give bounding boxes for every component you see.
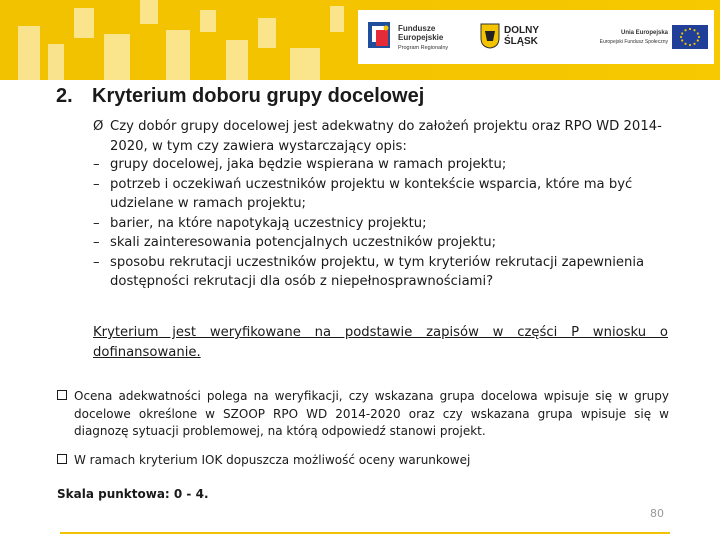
dash-list-item <box>93 233 673 253</box>
square-bullet-item <box>57 452 669 470</box>
eu-flag-icon <box>672 25 708 49</box>
dash-icon: – <box>93 235 100 250</box>
page-number: 80 <box>650 507 664 520</box>
decorative-block <box>258 18 276 48</box>
checkbox-square-icon <box>57 390 67 400</box>
dash-item-text: sposobu rekrutacji uczestników projektu, w tym kryteriów rekrutacji zapewnienia dostępności rekrutacji dla osób z niepełnosprawnościami? <box>110 254 645 289</box>
title-text: Kryterium doboru grupy docelowej <box>92 85 425 107</box>
ue-line-1: Unia Europejska <box>620 30 668 36</box>
decorative-block <box>200 10 216 32</box>
square-bullet-text: W ramach kryterium IOK dopuszcza możliwość oceny warunkowej <box>74 453 471 467</box>
dash-list-item <box>93 155 673 175</box>
square-bullet-item <box>57 388 669 441</box>
decorative-block <box>140 0 158 24</box>
fundusze-sub: Program Regionalny <box>398 45 449 51</box>
square-bullet-text: Ocena adekwatności polega na weryfikacji, czy wskazana grupa docelowa wpisuje się w grupy docelowe określone w SZOOP RPO WD 2014-2020 oraz czy wskazana grupa wpisuje się w diagnozę sytuacji problemowej, na którą odpowiedź stanowi projekt. <box>74 389 669 439</box>
dolny-slask-logo <box>476 10 556 64</box>
dash-icon: – <box>93 157 100 172</box>
arrow-bullet-text: Czy dobór grupy docelowej jest adekwatny do założeń projektu oraz RPO WD 2014-2020, w tym czy zawiera wystarczający opis: <box>110 119 662 154</box>
decorative-block <box>74 8 94 38</box>
unia-europejska-logo <box>590 10 710 64</box>
dash-list <box>93 155 673 292</box>
decorative-block <box>18 26 40 80</box>
dash-list-item <box>93 214 673 234</box>
dash-icon: – <box>93 176 100 192</box>
decorative-block <box>48 44 64 80</box>
ue-line-2: Europejski Fundusz Społeczny <box>599 39 668 45</box>
arrow-bullet-item <box>93 117 673 156</box>
dash-item-text: skali zainteresowania potencjalnych uczestników projektu; <box>110 235 497 250</box>
dolny-slask-crest-icon <box>480 23 500 49</box>
dash-icon: – <box>93 215 100 231</box>
fundusze-line-1: Fundusze <box>398 24 436 33</box>
header-band <box>0 0 720 80</box>
slide-title <box>56 85 424 108</box>
fundusze-europejskie-logo <box>364 10 464 64</box>
criteria-note: Kryterium jest weryfikowane na podstawie zapisów w części P wniosku o dofinansowanie. <box>93 325 668 360</box>
dolny-slask-line-2: ŚLĄSK <box>504 36 538 47</box>
decorative-block <box>166 30 190 80</box>
title-number: 2. <box>56 85 73 107</box>
dash-list-item <box>93 175 673 214</box>
dolny-slask-line-1: DOLNY <box>504 25 539 36</box>
decorative-block <box>226 40 248 80</box>
point-scale: Skala punktowa: 0 - 4. <box>57 487 209 501</box>
fundusze-line-2: Europejskie <box>398 33 444 42</box>
checkbox-square-icon <box>57 454 67 464</box>
footer-divider <box>60 532 670 534</box>
dash-item-text: barier, na które napotykają uczestnicy projektu; <box>110 215 427 231</box>
logo-strip <box>358 10 714 64</box>
dash-item-text: grupy docelowej, jaka będzie wspierana w ramach projektu; <box>110 157 507 172</box>
dash-icon: – <box>93 254 100 270</box>
decorative-block <box>330 6 344 32</box>
dash-item-text: potrzeb i oczekiwań uczestników projektu w kontekście wsparcia, które ma być udzielane w ramach projektu; <box>110 176 633 211</box>
decorative-block <box>104 34 130 80</box>
fundusze-star-icon <box>366 20 392 50</box>
arrow-bullet-icon: Ø <box>93 119 104 134</box>
dash-list-item <box>93 253 673 292</box>
decorative-block <box>290 48 320 80</box>
